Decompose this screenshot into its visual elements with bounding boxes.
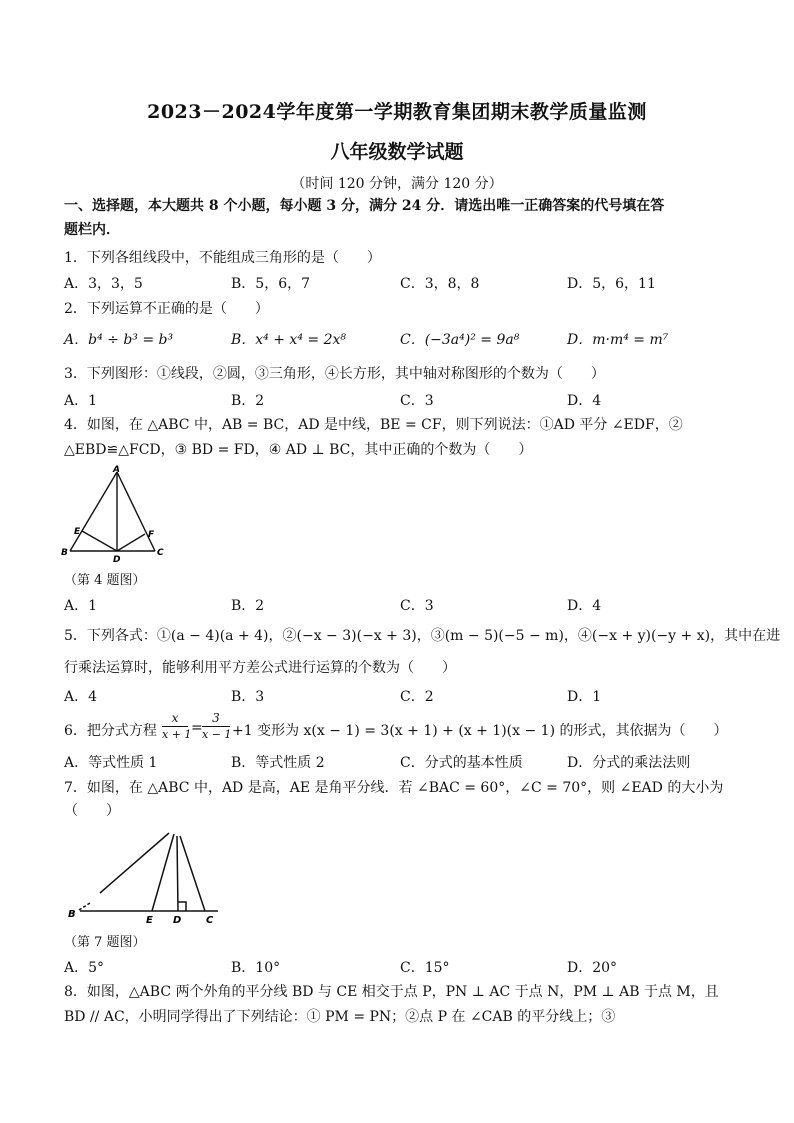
q6-fraction-1-numerator: x xyxy=(162,711,188,727)
q7-segment-ac xyxy=(180,836,205,911)
q7-option-a: A．5° xyxy=(64,960,105,976)
q6-fraction-2-denominator: x − 1 xyxy=(202,728,232,741)
q1-options xyxy=(64,273,734,293)
q7-label-e: E xyxy=(146,915,153,926)
q7-option-d: D．20° xyxy=(567,960,618,976)
time-note: （时间 120 分钟，满分 120 分） xyxy=(291,176,503,192)
q3-option-d: D．4 xyxy=(567,393,602,409)
q6-fraction-2 xyxy=(202,711,230,743)
section1-heading-line1: 一、选择题，本大题共 8 个小题，每小题 3 分，满分 24 分．请选出唯一正确答案的代号填在答 xyxy=(64,198,665,214)
q4-segment-fd xyxy=(117,534,145,551)
q4-segment-ab xyxy=(70,472,117,551)
q4-figure xyxy=(60,464,170,564)
q5-option-c: C．2 xyxy=(400,689,434,705)
q4-option-c: C．3 xyxy=(400,598,434,614)
q6-option-c: C．分式的基本性质 xyxy=(400,755,523,771)
q3-option-a: A．1 xyxy=(64,393,98,409)
q3-option-b: B．2 xyxy=(231,393,265,409)
q7-right-angle-mark xyxy=(178,902,186,911)
q2-stem: 2．下列运算不正确的是（ ） xyxy=(64,301,269,317)
q6-stem xyxy=(64,711,734,747)
q5-option-b: B．3 xyxy=(231,689,265,705)
q6-fraction-1-denominator: x + 1 xyxy=(162,728,192,741)
q6-equals: = xyxy=(191,720,203,736)
q4-option-b: B．2 xyxy=(231,598,265,614)
q2-option-b: B．x⁴ + x⁴ = 2x⁸ xyxy=(231,332,346,348)
q6-stem-prefix: 6．把分式方程 xyxy=(64,723,157,739)
q4-label-d: D xyxy=(113,555,121,564)
q6-option-d: D．分式的乘法法则 xyxy=(567,755,691,771)
q7-figure xyxy=(60,825,230,927)
q4-caption: （第 4 题图） xyxy=(64,573,146,588)
q8-stem-line2: BD // AC，小明同学得出了下列结论：① PM = PN；②点 P 在 ∠CAB 的平分线上；③ xyxy=(64,1009,616,1025)
q7-options xyxy=(64,957,734,977)
q4-label-b: B xyxy=(61,548,68,558)
q6-option-a: A．等式性质 1 xyxy=(64,755,158,771)
q8-stem-line1: 8．如图，△ABC 两个外角的平分线 BD 与 CE 相交于点 P，PN ⊥ AC 于点 N，PM ⊥ AB 于点 M，且 xyxy=(64,984,719,1000)
q6-stem-suffix: +1 变形为 x(x − 1) = 3(x + 1) + (x + 1)(x − 1) 的形式，其依据为（ ） xyxy=(232,723,728,739)
q2-option-d: D．m·m⁴ = m⁷ xyxy=(567,332,669,348)
q3-stem: 3．下列图形：①线段，②圆，③三角形，④长方形，其中轴对称图形的个数为（ ） xyxy=(64,366,605,382)
q7-stem-line2: （ ） xyxy=(64,803,120,819)
q4-stem-line2: △EBD≌△FCD，③ BD = FD，④ AD ⊥ BC，其中正确的个数为（ ） xyxy=(64,442,533,458)
q4-label-a: A xyxy=(113,465,120,475)
q6-fraction-2-numerator: 3 xyxy=(202,711,230,727)
q4-segment-ed xyxy=(82,531,117,551)
q2-option-a: A．b⁴ ÷ b³ = b³ xyxy=(64,332,174,348)
q6-option-b: B．等式性质 2 xyxy=(231,755,325,771)
q7-label-d: D xyxy=(173,915,182,926)
q7-stem-line1: 7．如图，在 △ABC 中，AD 是高，AE 是角平分线．若 ∠BAC = 60°，∠C = 70°，则 ∠EAD 的大小为 xyxy=(64,780,724,796)
q5-stem-line2: 行乘法运算时，能够利用平方差公式进行运算的个数为（ ） xyxy=(64,660,456,676)
exam-subtitle: 八年级数学试题 xyxy=(330,141,464,163)
q5-option-d: D．1 xyxy=(567,689,602,705)
q7-segment-ad xyxy=(177,836,178,911)
exam-title: 2023－2024学年度第一学期教育集团期末教学质量监测 xyxy=(147,101,647,123)
q3-options xyxy=(64,390,734,410)
q4-option-d: D．4 xyxy=(567,598,602,614)
q4-label-c: C xyxy=(157,548,164,558)
q4-label-e: E xyxy=(74,527,81,537)
q1-option-c: C．3，8，8 xyxy=(400,276,480,292)
section1-heading-line2: 题栏内． xyxy=(64,222,120,238)
q7-option-c: C．15° xyxy=(400,960,450,976)
q1-stem: 1．下列各组线段中，不能组成三角形的是（ ） xyxy=(64,250,381,266)
q5-option-a: A．4 xyxy=(64,689,98,705)
q7-label-b: B xyxy=(68,909,76,920)
q4-label-f: F xyxy=(148,530,155,540)
q4-stem-line1: 4．如图，在 △ABC 中，AB = BC，AD 是中线，BE = CF，则下列说法：①AD 平分 ∠EDF，② xyxy=(64,417,683,433)
q5-options xyxy=(64,686,734,706)
q6-fraction-1 xyxy=(162,711,192,743)
q5-stem-line1: 5．下列各式：①(a − 4)(a + 4)，②(−x − 3)(−x + 3)，③(m − 5)(−5 − m)，④(−x + y)(−y + x)，其中在进 xyxy=(64,628,781,644)
q7-option-b: B．10° xyxy=(231,960,281,976)
q7-label-c: C xyxy=(206,915,214,926)
q7-segment-ba xyxy=(100,833,169,893)
q2-option-c: C．(−3a⁴)² = 9a⁸ xyxy=(400,332,520,348)
q1-option-d: D．5，6，11 xyxy=(567,276,656,292)
q1-option-a: A．3，3，5 xyxy=(64,276,143,292)
q3-option-c: C．3 xyxy=(400,393,434,409)
q6-options xyxy=(64,752,734,772)
q2-options xyxy=(64,329,734,349)
q1-option-b: B．5，6，7 xyxy=(231,276,311,292)
q4-options xyxy=(64,595,734,615)
q7-caption: （第 7 题图） xyxy=(64,935,146,950)
q7-segment-b-dashed xyxy=(79,903,90,910)
q4-option-a: A．1 xyxy=(64,598,98,614)
